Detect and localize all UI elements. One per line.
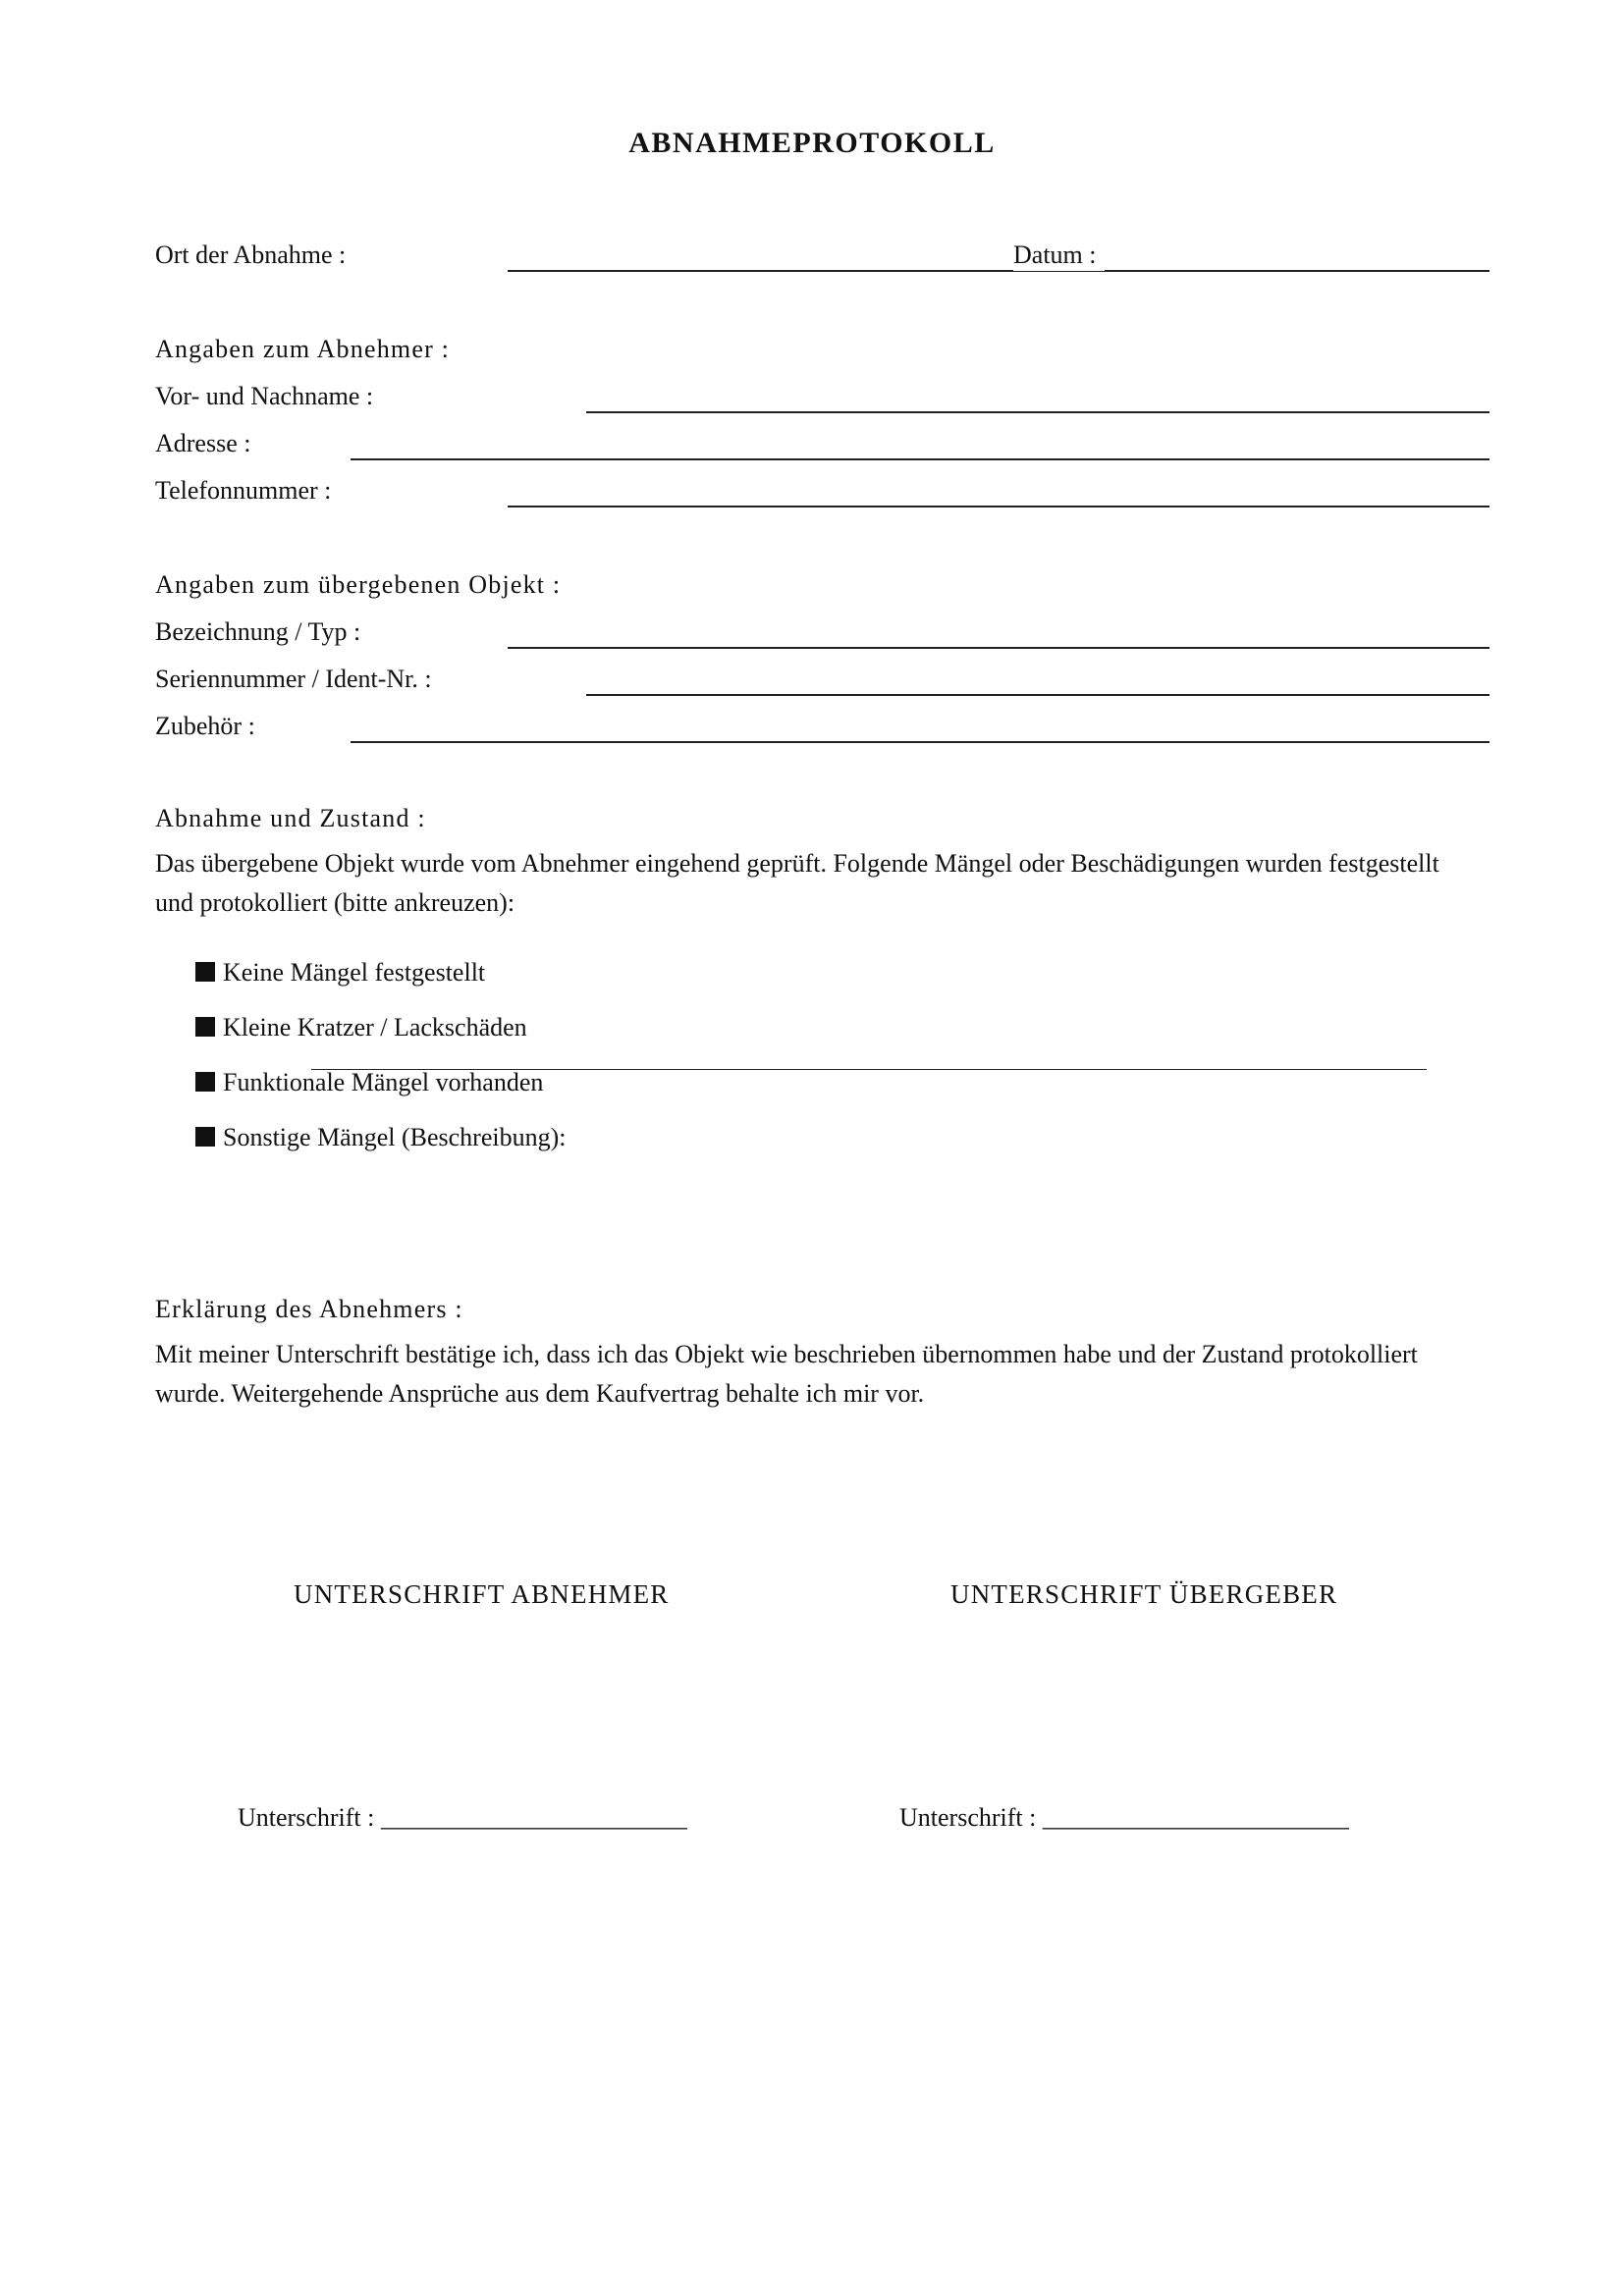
option-kratzer[interactable] <box>195 1012 527 1043</box>
option-label: Kleine Kratzer / Lackschäden <box>223 1013 527 1041</box>
signature-heading-abnehmer: UNTERSCHRIFT ABNEHMER <box>294 1579 670 1609</box>
option-label: Sonstige Mängel (Beschreibung): <box>223 1123 567 1151</box>
bezeichnung-field-line[interactable] <box>508 647 1489 649</box>
adresse-field-line[interactable] <box>351 458 1489 460</box>
datum-label: Datum : <box>1013 240 1105 271</box>
seriennummer-field-line[interactable] <box>586 694 1489 696</box>
name-label: Vor- und Nachname : <box>155 382 374 410</box>
erklaerung-text: Mit meiner Unterschrift bestätige ich, dass ich das Objekt wie beschrieben übernommen habe und der Zustand protokolliert wurde. Weitergehende Ansprüche aus dem Kaufvertrag behalte ich mir vor. <box>155 1340 1418 1408</box>
checkbox-icon[interactable] <box>195 1072 215 1092</box>
option-sonstige-maengel[interactable] <box>195 1122 567 1153</box>
option-funktionale-maengel[interactable] <box>195 1067 543 1098</box>
bezeichnung-label: Bezeichnung / Typ : <box>155 617 361 646</box>
zubehoer-field-line[interactable] <box>351 741 1489 743</box>
name-field-line[interactable] <box>586 411 1489 413</box>
checkbox-icon[interactable] <box>195 962 215 982</box>
option-keine-maengel[interactable] <box>195 957 485 988</box>
ort-datum-field-line[interactable] <box>508 270 1489 272</box>
erklaerung-heading: Erklärung des Abnehmers : <box>155 1295 463 1323</box>
signature-heading-uebergeber: UNTERSCHRIFT ÜBERGEBER <box>950 1579 1338 1609</box>
zustand-heading: Abnahme und Zustand : <box>155 804 426 832</box>
abnehmer-heading: Angaben zum Abnehmer : <box>155 335 451 363</box>
ort-label: Ort der Abnahme : <box>155 240 347 269</box>
checkbox-icon[interactable] <box>195 1017 215 1037</box>
telefon-label: Telefonnummer : <box>155 476 332 505</box>
zustand-text: Das übergebene Objekt wurde vom Abnehmer eingehend geprüft. Folgende Mängel oder Beschädigungen wurden festgestellt und protokolliert (bitte ankreuzen): <box>155 849 1439 917</box>
checkbox-icon[interactable] <box>195 1127 215 1147</box>
objekt-heading: Angaben zum übergebenen Objekt : <box>155 570 562 599</box>
signature-field-abnehmer[interactable]: Unterschrift : ________________________ <box>238 1803 687 1832</box>
document-title: ABNAHMEPROTOKOLL <box>628 127 996 159</box>
option-label: Funktionale Mängel vorhanden <box>223 1068 544 1096</box>
telefon-field-line[interactable] <box>508 506 1489 507</box>
zubehoer-label: Zubehör : <box>155 712 255 740</box>
seriennummer-label: Seriennummer / Ident-Nr. : <box>155 665 432 693</box>
signature-field-uebergeber[interactable]: Unterschrift : ________________________ <box>899 1803 1349 1832</box>
option-label: Keine Mängel festgestellt <box>223 958 486 987</box>
adresse-label: Adresse : <box>155 429 251 457</box>
